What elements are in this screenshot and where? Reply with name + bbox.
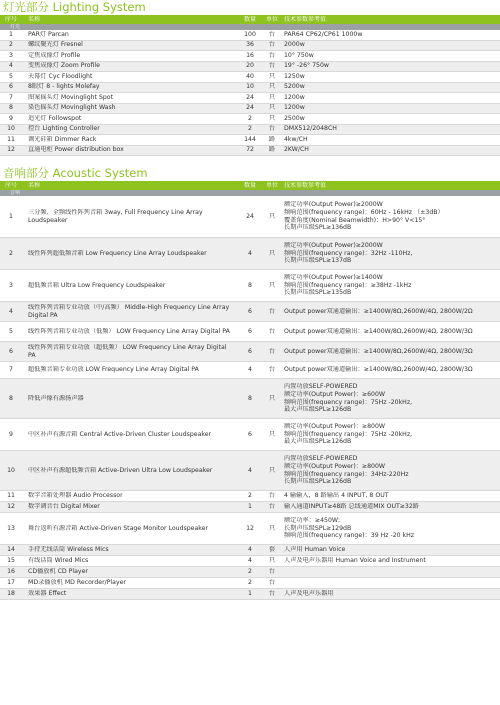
row-qty: 10 xyxy=(246,83,254,91)
header-unit: 单位 xyxy=(266,181,279,189)
row-name: 超低频音箱专业功放 LOW Frequency Line Array Digital PA xyxy=(28,366,199,374)
table-row xyxy=(0,30,500,41)
table-row xyxy=(0,104,500,115)
acoustic-table-body xyxy=(0,196,500,600)
row-qty: 4 xyxy=(248,249,252,257)
row-qty: 24 xyxy=(246,104,254,112)
table-row xyxy=(0,362,500,379)
row-unit: 台 xyxy=(268,568,276,576)
row-num: 14 xyxy=(7,546,15,554)
row-name: 线性阵列超低频音箱 Low Frequency Line Array Loudspeaker xyxy=(28,249,207,257)
acoustic-section xyxy=(0,166,500,600)
row-name: 有线话筒 Wired Mics xyxy=(28,557,89,565)
row-unit: 只 xyxy=(268,249,276,257)
row-spec: 1200w xyxy=(284,104,305,112)
table-row xyxy=(0,589,500,600)
row-num: 7 xyxy=(9,93,13,101)
lighting-section-title: 灯光部分 Lighting System xyxy=(3,0,146,14)
row-spec: Output power双通道输出：≥1400W/8Ω,2600W/4Ω, 2800W/2Ω xyxy=(284,307,473,315)
acoustic-table-header xyxy=(0,181,500,190)
row-qty: 36 xyxy=(246,41,254,49)
table-row xyxy=(0,419,500,451)
table-row xyxy=(0,491,500,502)
row-name: MD录播放机 MD Recorder/Player xyxy=(28,579,126,587)
row-num: 1 xyxy=(9,212,13,220)
row-num: 17 xyxy=(7,579,15,587)
row-name: 调光硅箱 Dimmer Rack xyxy=(28,135,97,143)
row-name: 数字调音台 Digital Mixer xyxy=(28,503,100,511)
table-row xyxy=(0,545,500,556)
row-name: 数字音箱处理器 Audio Processor xyxy=(28,492,123,500)
row-qty: 12 xyxy=(246,524,254,532)
row-num: 10 xyxy=(7,466,15,474)
table-row xyxy=(0,302,500,322)
row-num: 12 xyxy=(7,146,15,154)
header-qty: 数量 xyxy=(243,181,256,189)
row-qty: 16 xyxy=(246,51,254,59)
row-num: 10 xyxy=(7,125,15,133)
row-qty: 2 xyxy=(248,114,252,122)
row-name: CD播放机 CD Player xyxy=(28,568,88,576)
row-num: 11 xyxy=(7,135,15,143)
row-name: 线性阵列音箱专业功放（超低频） LOW Frequency Line Array Digital PA xyxy=(28,343,227,359)
row-num: 7 xyxy=(9,366,13,374)
row-name: 超低频音箱 Ultra Low Frequency Loudspeaker xyxy=(28,281,166,289)
row-name: 线性阵列音箱专业功放（低频） LOW Frequency Line Array Digital PA xyxy=(28,327,230,335)
lighting-group-label: 灯光 xyxy=(0,24,500,30)
header-spec: 技术参数参考值 xyxy=(284,181,327,189)
row-qty: 8 xyxy=(248,281,252,289)
row-spec: 额定功率(Output Power)≥2000W 频响范围(frequency range)：32Hz -110Hz, 长期声压级SPL≥137dB xyxy=(284,241,413,265)
row-spec: 2500w xyxy=(284,114,305,122)
row-name: 降低声像有源扬声器 xyxy=(28,394,84,402)
row-spec: 额定功率(Output Power)≥1400W 频响范围(frequency range)：≥38Hz -1kHz 长期声压级SPL≥135dB xyxy=(284,273,412,297)
row-qty: 2 xyxy=(248,492,252,500)
row-name: 天幕灯 Cyc Floodlight xyxy=(28,72,93,80)
row-unit: 台 xyxy=(268,30,276,38)
row-name: 效果器 Effect xyxy=(28,590,67,598)
row-qty: 8 xyxy=(248,394,252,402)
row-name: 中区补声有源超低频音箱 Active-Driven Ultra Low Loudspeaker xyxy=(28,466,213,474)
row-unit: 台 xyxy=(268,41,276,49)
row-qty: 6 xyxy=(248,430,252,438)
row-num: 5 xyxy=(9,327,13,335)
row-name: 直通电柜 Power distribution box xyxy=(28,146,124,154)
row-qty: 1 xyxy=(248,590,252,598)
row-spec: Output power双通道输出：≥1400W/8Ω,2600W/4Ω, 2800W/3Ω xyxy=(284,366,473,374)
row-name: 线性阵列音箱专业功放（中/高频） Middle-High Frequency Line Array Digital PA xyxy=(28,303,230,319)
row-unit: 台 xyxy=(268,327,276,335)
row-num: 6 xyxy=(9,83,13,91)
row-num: 11 xyxy=(7,492,15,500)
row-num: 1 xyxy=(9,30,13,38)
acoustic-section-title: 音响部分 Acoustic System xyxy=(3,166,148,180)
row-spec: 额定功率：≥450W; 长期声压级SPL≥129dB 频响范围(frequency range)：39 Hz -20 kHz xyxy=(284,516,415,540)
table-row xyxy=(0,270,500,302)
row-qty: 144 xyxy=(244,135,256,143)
table-row xyxy=(0,114,500,125)
row-name: 变焦成像灯 Zoom Profile xyxy=(28,62,100,70)
row-unit: 只 xyxy=(268,394,276,402)
row-unit: 只 xyxy=(268,557,276,565)
row-num: 2 xyxy=(9,41,13,49)
row-unit: 台 xyxy=(268,366,276,374)
header-unit: 单位 xyxy=(266,15,279,23)
row-spec: 人声用 Human Voice xyxy=(284,546,346,554)
row-name: 定焦成像灯 Profile xyxy=(28,51,81,59)
lighting-section xyxy=(0,0,500,156)
table-row xyxy=(0,238,500,270)
row-name: 螺纹聚光灯 Fresnel xyxy=(28,41,83,49)
table-row xyxy=(0,83,500,94)
row-spec: 1250w xyxy=(284,72,305,80)
table-row xyxy=(0,125,500,136)
row-qty: 2 xyxy=(248,125,252,133)
row-name: 中区补声有源音箱 Central Active-Driven Cluster Loudspeaker xyxy=(28,430,212,438)
table-row xyxy=(0,196,500,238)
row-num: 15 xyxy=(7,557,15,565)
row-unit: 台 xyxy=(268,62,276,70)
table-row xyxy=(0,146,500,157)
row-spec: PAR64 CP62/CP61 1000w xyxy=(284,30,363,38)
row-spec: 2KW/CH xyxy=(284,146,309,154)
row-qty: 6 xyxy=(248,307,252,315)
row-num: 4 xyxy=(9,307,13,315)
row-name: 追光灯 Followspot xyxy=(28,114,82,122)
row-spec: 2000w xyxy=(284,41,305,49)
table-row xyxy=(0,513,500,545)
row-unit: 只 xyxy=(268,93,276,101)
header-qty: 数量 xyxy=(243,15,256,23)
row-spec: 4kw/CH xyxy=(284,135,308,143)
row-qty: 2 xyxy=(248,579,252,587)
row-num: 13 xyxy=(7,524,15,532)
row-qty: 6 xyxy=(248,327,252,335)
row-qty: 6 xyxy=(248,347,252,355)
row-unit: 只 xyxy=(268,466,276,474)
table-row xyxy=(0,451,500,491)
row-qty: 20 xyxy=(246,62,254,70)
row-num: 9 xyxy=(9,430,13,438)
row-unit: 路 xyxy=(268,135,276,143)
row-qty: 4 xyxy=(248,466,252,474)
row-spec: 4 输输入，8 路输出 4 INPUT, 8 OUT xyxy=(284,492,389,500)
row-name: 舞台返听有源音箱 Active-Driven Stage Monitor Loudspeaker xyxy=(28,524,208,532)
row-spec: Output power双通道输出：≥1400W/8Ω,2600W/4Ω, 2800W/3Ω xyxy=(284,327,473,335)
row-name: PAR灯 Parcan xyxy=(28,30,69,38)
row-num: 5 xyxy=(9,72,13,80)
header-name: 名称 xyxy=(28,15,41,23)
row-unit: 台 xyxy=(268,492,276,500)
row-unit: 只 xyxy=(268,524,276,532)
row-name: 8眼灯 8 - lights Molefay xyxy=(28,83,100,91)
row-unit: 只 xyxy=(268,72,276,80)
row-unit: 只 xyxy=(268,281,276,289)
header-num: 序号 xyxy=(4,15,17,23)
row-unit: 只 xyxy=(268,104,276,112)
row-num: 2 xyxy=(9,249,13,257)
row-unit: 套 xyxy=(268,546,276,554)
row-qty: 1 xyxy=(248,503,252,511)
row-spec: 10° 750w xyxy=(284,51,314,59)
table-row xyxy=(0,578,500,589)
row-unit: 台 xyxy=(268,347,276,355)
row-unit: 只 xyxy=(268,114,276,122)
row-num: 8 xyxy=(9,104,13,112)
row-unit: 路 xyxy=(268,146,276,154)
table-row xyxy=(0,556,500,567)
row-name: 三分频、全频线性阵列音箱 3way, Full Frequency Line Array Loudspeaker xyxy=(28,208,203,224)
row-qty: 2 xyxy=(248,568,252,576)
row-unit: 台 xyxy=(268,590,276,598)
row-num: 18 xyxy=(7,590,15,598)
acoustic-group-label: 音响 xyxy=(0,190,500,196)
row-unit: 只 xyxy=(268,212,276,220)
row-num: 3 xyxy=(9,281,13,289)
row-name: 图案摇头灯 Movinglight Spot xyxy=(28,93,114,101)
header-name: 名称 xyxy=(28,181,41,189)
lighting-table-body xyxy=(0,30,500,156)
row-unit: 台 xyxy=(268,125,276,133)
row-spec: DMX512/2048CH xyxy=(284,125,337,133)
row-num: 8 xyxy=(9,394,13,402)
row-spec: 19° -26° 750w xyxy=(284,62,329,70)
row-qty: 4 xyxy=(248,366,252,374)
row-spec: 额定功率(Output Power)：≥800W 频响范围(frequency range)：75Hz -20kHz, 最大声压级SPL≥126dB xyxy=(284,422,413,446)
table-row xyxy=(0,342,500,362)
table-row xyxy=(0,322,500,342)
row-qty: 24 xyxy=(246,212,254,220)
table-row xyxy=(0,62,500,73)
row-spec: Output power双通道输出：≥1400W/8Ω,2600W/4Ω, 2800W/3Ω xyxy=(284,347,473,355)
table-row xyxy=(0,51,500,62)
table-row xyxy=(0,135,500,146)
row-unit: 台 xyxy=(268,579,276,587)
row-qty: 100 xyxy=(244,30,256,38)
row-name: 手持无线话筒 Wireless Mics xyxy=(28,546,109,554)
header-num: 序号 xyxy=(4,181,17,189)
row-num: 4 xyxy=(9,62,13,70)
row-qty: 4 xyxy=(248,546,252,554)
row-name: 染色摇头灯 Movinglight Wash xyxy=(28,104,116,112)
table-row xyxy=(0,567,500,578)
table-row xyxy=(0,502,500,513)
row-unit: 台 xyxy=(268,503,276,511)
table-row xyxy=(0,41,500,52)
row-unit: 只 xyxy=(268,83,276,91)
row-unit: 台 xyxy=(268,307,276,315)
row-spec: 1200w xyxy=(284,93,305,101)
row-spec: 人声及电声乐器用 xyxy=(284,590,334,598)
row-qty: 40 xyxy=(246,72,254,80)
row-unit: 台 xyxy=(268,51,276,59)
row-num: 9 xyxy=(9,114,13,122)
row-qty: 4 xyxy=(248,557,252,565)
row-spec: 5200w xyxy=(284,83,305,91)
row-spec: 输入通道INPUT≥48路 总线通道MIX OUT≥32路 xyxy=(284,503,419,511)
header-spec: 技术参数参考值 xyxy=(284,15,327,23)
row-num: 12 xyxy=(7,503,15,511)
table-row xyxy=(0,379,500,419)
row-spec: 内置功放SELF-POWERED 额定功率(Output Power)：≥800W 频响范围(frequency range)：34Hz-220Hz 长期声压级SPL≥126dB xyxy=(284,455,409,486)
row-num: 16 xyxy=(7,568,15,576)
table-row xyxy=(0,93,500,104)
row-name: 控台 Lighting Controller xyxy=(28,125,100,133)
row-qty: 72 xyxy=(246,146,254,154)
row-qty: 24 xyxy=(246,93,254,101)
row-spec: 额定功率(Output Power)≥2000W 频响范围(frequency range)：60Hz - 16kHz （±3dB） 覆盖角度(Nominal Beamwidth)：H>90° V<15° 长期声压级SPL≥136dB xyxy=(284,201,444,232)
row-spec: 内置功放SELF-POWERED 额定功率(Output Power)：≥600W 频响范围(frequency range)：75Hz -20kHz, 最大声压级SPL≥126dB xyxy=(284,383,413,414)
row-num: 3 xyxy=(9,51,13,59)
table-row xyxy=(0,72,500,83)
row-spec: 人声及电声乐器用 Human Voice and Instrument xyxy=(284,557,426,565)
lighting-table-header xyxy=(0,15,500,24)
row-num: 6 xyxy=(9,347,13,355)
row-unit: 只 xyxy=(268,430,276,438)
